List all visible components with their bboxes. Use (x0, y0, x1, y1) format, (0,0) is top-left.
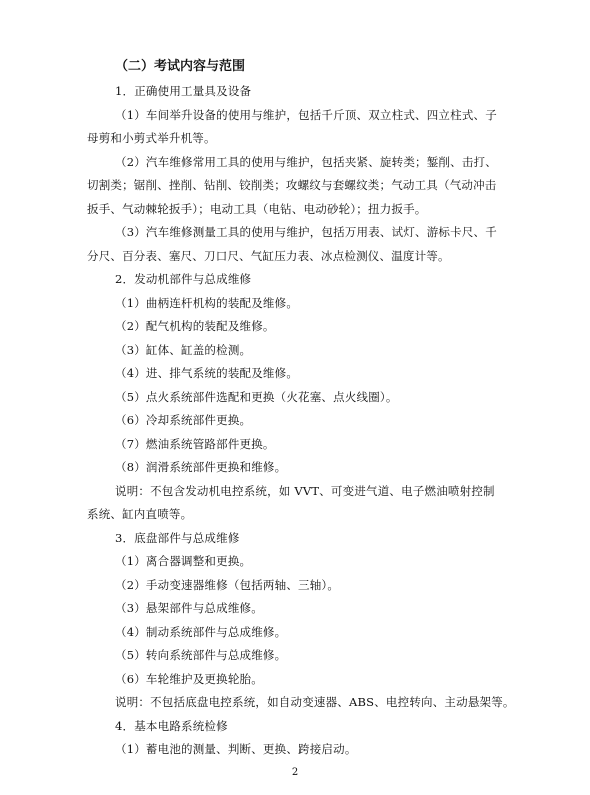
paragraph-line: 母剪和小剪式举升机等。 (87, 131, 216, 145)
list-item: （7）燃油系统管路部件更换。 (115, 437, 275, 451)
note-line: 说明：不包含发动机电控系统，如 VVT、可变进气道、电子燃油喷射控制 (115, 484, 495, 498)
list-item: （8）润滑系统部件更换和维修。 (115, 460, 287, 474)
subsection-title-chassis: 3．底盘部件与总成维修 (115, 531, 240, 545)
note-line: 说明：不包括底盘电控系统，如自动变速器、ABS、电控转向、主动悬架等。 (115, 695, 515, 709)
list-item: （2）手动变速器维修（包括两轴、三轴）。 (115, 578, 340, 592)
list-item: （3）缸体、缸盖的检测。 (115, 343, 252, 357)
list-item: （2）配气机构的装配及维修。 (115, 319, 275, 333)
paragraph-line: 分尺、百分表、塞尺、刀口尺、气缸压力表、冰点检测仪、温度计等。 (87, 249, 450, 263)
list-item: （4）制动系统部件与总成维修。 (115, 625, 287, 639)
paragraph-line: （2）汽车维修常用工具的使用与维护，包括夹紧、旋转类；錾削、击打、 (115, 155, 497, 169)
list-item: （5）转向系统部件与总成维修。 (115, 648, 287, 662)
paragraph-line: （3）汽车维修测量工具的使用与维护，包括万用表、试灯、游标卡尺、千 (115, 225, 497, 239)
subsection-title-tools: 1．正确使用工量具及设备 (115, 84, 252, 98)
list-item: （1）蓄电池的测量、判断、更换、跨接启动。 (115, 742, 357, 756)
list-item: （6）冷却系统部件更换。 (115, 413, 252, 427)
paragraph-line: 切割类；锯削、挫削、钻削、铰削类；攻螺纹与套螺纹类；气动工具（气动冲击 (87, 178, 497, 192)
list-item: （6）车轮维护及更换轮胎。 (115, 672, 263, 686)
page-number: 2 (291, 767, 299, 778)
paragraph-line: （1）车间举升设备的使用与维护，包括千斤顶、双立柱式、四立柱式、子 (115, 108, 497, 122)
subsection-title-circuit: 4．基本电路系统检修 (115, 719, 228, 733)
note-line: 系统、缸内直喷等。 (87, 507, 193, 521)
subsection-title-engine: 2．发动机部件与总成维修 (115, 272, 252, 286)
list-item: （4）进、排气系统的装配及维修。 (115, 366, 299, 380)
list-item: （1）离合器调整和更换。 (115, 554, 252, 568)
list-item: （5）点火系统部件选配和更换（火花塞、点火线圈）。 (115, 390, 398, 404)
paragraph-line: 扳手、气动棘轮扳手）；电动工具（电钻、电动砂轮）；扭力扳手。 (87, 202, 427, 216)
list-item: （3）悬架部件与总成维修。 (115, 601, 263, 615)
section-heading: （二）考试内容与范围 (115, 59, 246, 74)
list-item: （1）曲柄连杆机构的装配及维修。 (115, 296, 299, 310)
